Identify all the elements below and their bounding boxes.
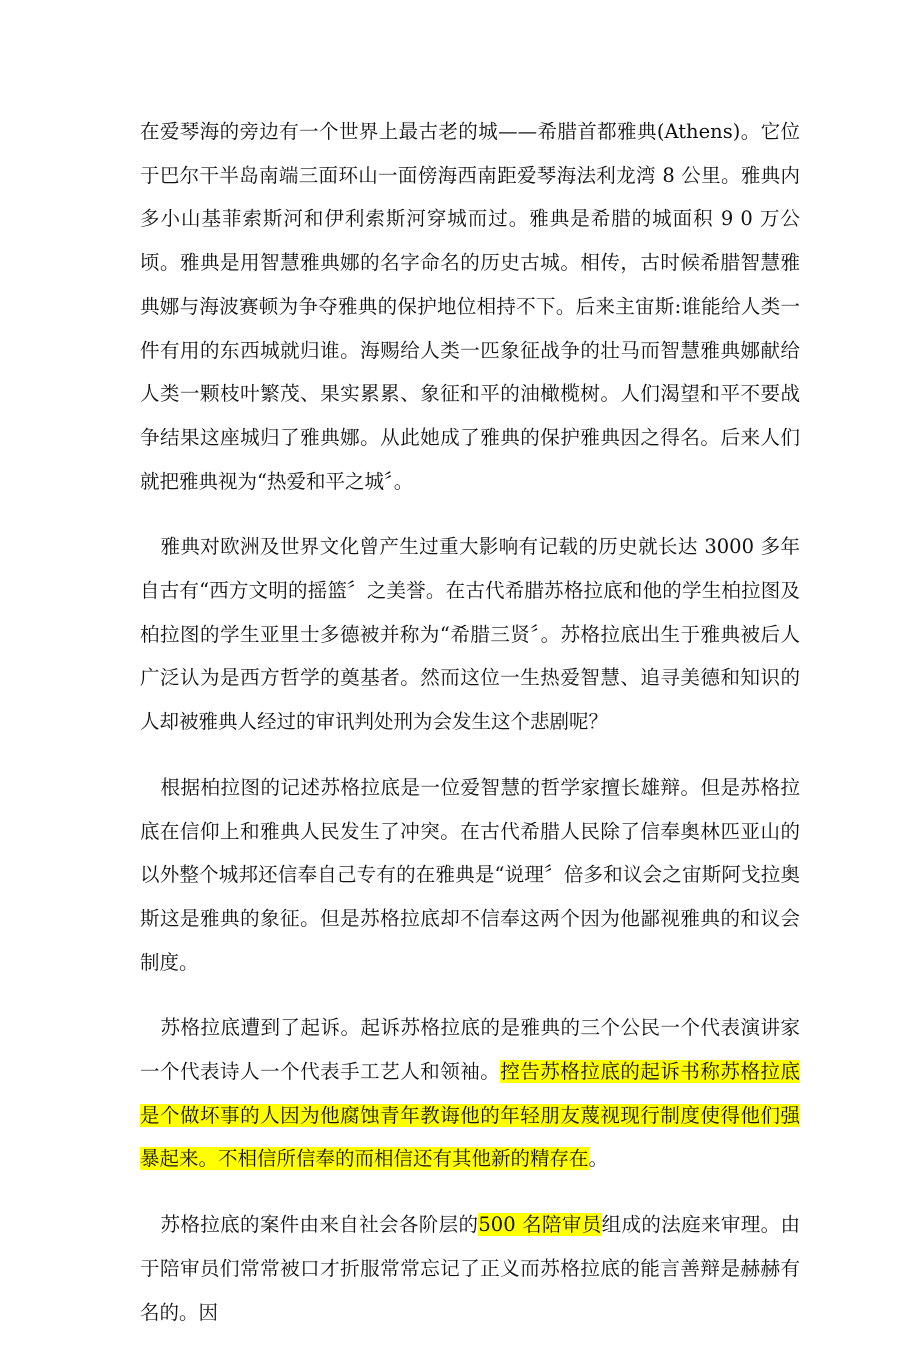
paragraph-athens-intro — [140, 110, 800, 503]
text-segment: 苏格拉底遭到了起诉。起诉苏格拉底的是雅典的三个公民一个代表演讲家一个代表诗人一个代表手工艺人和领袖。 — [140, 1016, 800, 1084]
highlighted-text: 500 名陪审员 — [478, 1213, 602, 1237]
paragraph-athens-culture — [140, 525, 800, 744]
paragraph-socrates-beliefs — [140, 766, 800, 985]
text-segment: 。 — [588, 1147, 609, 1171]
paragraph-socrates-trial — [140, 1203, 800, 1334]
text-segment: 在爱琴海的旁边有一个世界上最古老的城——希腊首都雅典(Athens)。它位于巴尔干半岛南端三面环山一面傍海西南距爱琴海法利龙湾 8 公里。雅典内多小山基菲索斯河和伊利索斯河穿城而过。雅典是希腊的城面积 9 0 万公顷。雅典是用智慧雅典娜的名字命名的历史古城。相传，古时候希腊智慧雅典娜与海波赛顿为争夺雅典的保护地位相持不下。后来主宙斯:谁能给人类一件有用的东西城就归谁。海赐给人类一匹象征战争的壮马而智慧雅典娜献给人类一颗枝叶繁茂、果实累累、象征和平的油橄榄树。人们渴望和平不要战争结果这座城归了雅典娜。从此她成了雅典的保护雅典因之得名。后来人们就把雅典视为“热爱和平之城〞。 — [140, 120, 800, 493]
text-segment: 雅典对欧洲及世界文化曾产生过重大影响有记载的历史就长达 3000 多年自古有“西方文明的摇篮〞之美誉。在古代希腊苏格拉底和他的学生柏拉图及柏拉图的学生亚里士多德被并称为“希腊三贤〞。苏格拉底出生于雅典被后人广泛认为是西方哲学的奠基者。然而这位一生热爱智慧、追寻美德和知识的人却被雅典人经过的审讯判处刑为会发生这个悲剧呢？ — [140, 535, 800, 734]
document-body — [140, 110, 800, 1356]
paragraph-socrates-accused — [140, 1006, 800, 1181]
text-segment: 组成的法庭来审理。由于陪审员们常常被口才折服常常忘记了正义而苏格拉底的能言善辩是赫赫有名的。因 — [140, 1213, 800, 1324]
text-segment: 苏格拉底的案件由来自社会各阶层的 — [160, 1213, 479, 1237]
text-segment: 根据柏拉图的记述苏格拉底是一位爱智慧的哲学家擅长雄辩。但是苏格拉底在信仰上和雅典人民发生了冲突。在古代希腊人民除了信奉奥林匹亚山的以外整个城邦还信奉自己专有的在雅典是“说理〞倍多和议会之宙斯阿戈拉奥斯这是雅典的象征。但是苏格拉底却不信奉这两个因为他鄙视雅典的和议会制度。 — [140, 775, 800, 974]
highlighted-text: 控告苏格拉底的起诉书称苏格拉底是个做坏事的人因为他腐蚀青年教诲他的年轻朋友蔑视现行制度使得他们强暴起来。不相信所信奉的而相信还有其他新的精存在 — [140, 1060, 800, 1171]
